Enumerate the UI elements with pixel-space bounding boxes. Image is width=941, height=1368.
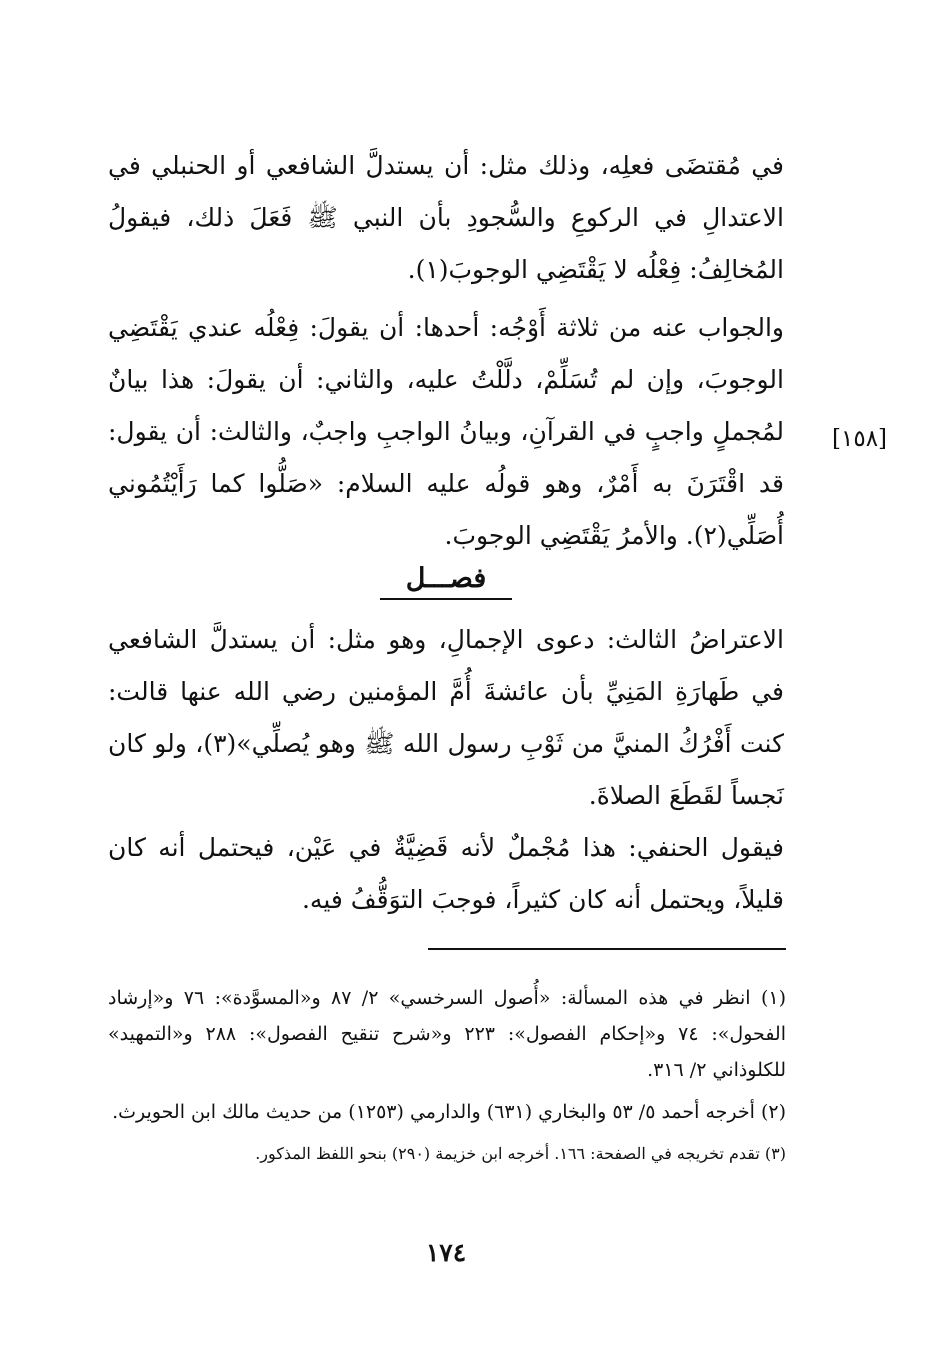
paragraph-3: الاعتراضُ الثالث: دعوى الإجمالِ، وهو مثل: أن يستدلَّ الشافعي في طَهارَةِ المَنِيِّ بأن عائشةَ أُمَّ المؤمنين رضي الله عنها قالت: كنت أَفْرُكُ المنيَّ من ثَوْبِ رسول الله ﷺ وهو يُصلِّي»(٣)، ولو كان نَجساً لقَطَعَ الصلاةَ. [108,625,784,810]
page-number: ١٧٤ [425,1238,467,1267]
paragraph-4: فيقول الحنفي: هذا مُجْملٌ لأنه قَضِيَّةٌ في عَيْن، فيحتمل أنه كان قليلاً، ويحتمل أنه كان كثيراً، فوجبَ التوَقُّفُ فيه. [108,833,784,914]
section-heading [108,556,784,602]
section-heading-text: فصـــل [380,560,513,600]
margin-page-reference: [١٥٨] [832,426,888,452]
footnote-3: (٣) تقدم تخريجه في الصفحة: ١٦٦. أخرجه ابن خزيمة (٢٩٠) بنحو اللفظ المذكور. [255,1144,786,1163]
footnotes [108,980,786,1178]
footnote-1: (١) انظر في هذه المسألة: «أُصول السرخسي» ٢/ ٨٧ و«المسوَّدة»: ٧٦ و«إرشاد الفحول»: ٧٤ و«إحكام الفصول»: ٢٢٣ و«شرح تنقيح الفصول»: ٢٨٨ و«التمهيد» للكلوذاني ٢/ ٣١٦. [108,987,786,1081]
footnote-divider [428,948,786,950]
paragraph-2: والجواب عنه من ثلاثة أَوْجُه: أحدها: أن يقولَ: فِعْلُه عندي يَقْتَضِي الوجوبَ، وإن لم تُسَلِّمْ، دلَّلْتُ عليه، والثاني: أن يقولَ: هذا بيانٌ لمُجملٍ واجبٍ في القرآنِ، وبيانُ الواجبِ واجبٌ، والثالث: أن يقول: قد اقْتَرَنَ به أَمْرٌ، وهو قولُه عليه السلام: «صَلُّوا كما رَأَيْتُمُوني أُصَلِّي(٢). والأمرُ يَقْتَضِي الوجوبَ. [108,313,784,550]
footnote-2: (٢) أخرجه أحمد ٥/ ٥٣ والبخاري (٦٣١) والدارمي (١٢٥٣) من حديث مالك ابن الحويرث. [112,1101,786,1123]
paragraph-1: في مُقتضَى فعلِه، وذلك مثل: أن يستدلَّ الشافعي أو الحنبلي في الاعتدالِ في الركوعِ والسُّجودِ بأن النبي ﷺ فَعَلَ ذلك، فيقولُ المُخالِفُ: فِعْلُه لا يَقْتَضِي الوجوبَ(١). [108,151,784,284]
